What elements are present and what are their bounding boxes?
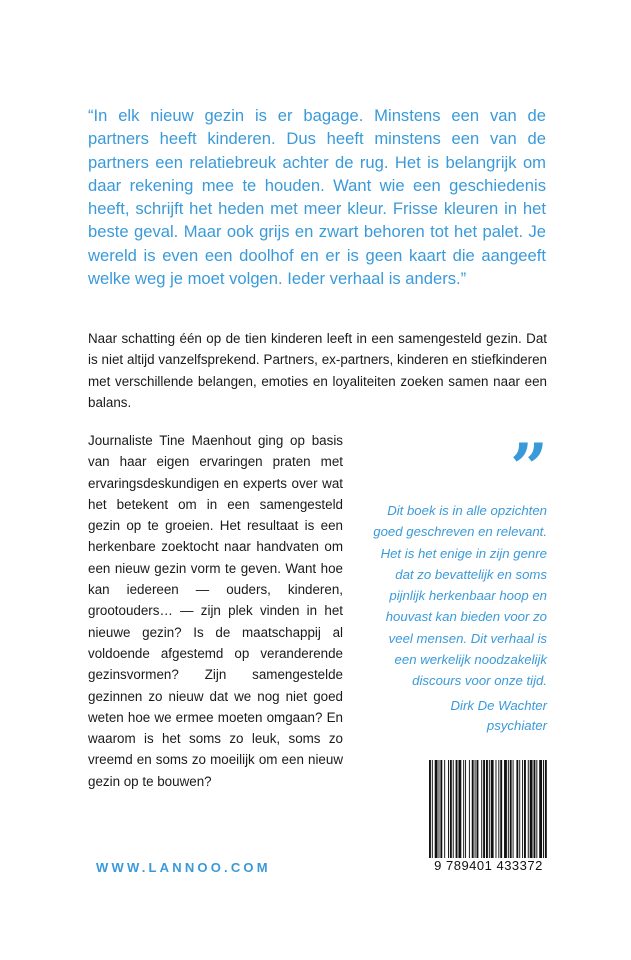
barcode-bar — [472, 760, 474, 860]
barcode-bar — [536, 760, 537, 860]
barcode-bar — [456, 760, 458, 860]
barcode-bar — [440, 760, 442, 860]
barcode-bar — [439, 760, 440, 860]
reviewer — [364, 696, 547, 736]
barcode-bar — [465, 760, 466, 860]
barcode-bar — [496, 760, 497, 860]
barcode-bar — [475, 760, 476, 860]
description-paragraph: Journaliste Tine Maenhout ging op basis van haar eigen ervaringen praten met ervaringsdeskundigen en experts over wat het betekent om in een samengesteld gezin op te groeien. Het resultaat is een herkenbare zoektocht naar handvaten om een nieuw gezin vorm te geven. Want hoe kan iedereen — ouders, kinderen, grootouders… — zijn plek vinden in het nieuwe gezin? Is de maatschappij al voldoende afgestemd op veranderende gezinsvormen? Zijn samengestelde gezinnen zo nieuw dat we nog niet goed weten hoe we ermee moeten omgaan? En waarom is het soms zo leuk, soms zo vreemd en soms zo moeilijk om een nieuw gezin op te bouwen? — [88, 433, 343, 789]
barcode-bar — [444, 760, 445, 860]
isbn-number: 9 789401 433372 — [427, 858, 550, 874]
barcode-bar — [516, 760, 518, 860]
barcode-bar — [513, 760, 514, 860]
barcode-bar — [504, 760, 507, 860]
barcode-bar — [453, 760, 454, 860]
barcode-bar — [508, 760, 509, 860]
review-quote: Dit boek is in alle opzichten goed geschreven en relevant. Het is het enige in zijn genre dat zo bevattelijk en soms pijnlijk herkenbaar hoop en houvast kan bieden voor zo veel mensen. Dit verhaal is een werkelijk noodzakelijk discours voor onze tijd. — [373, 503, 547, 689]
barcode-bar — [489, 760, 490, 860]
barcode-bar — [522, 760, 523, 860]
pull-quote: “In elk nieuw gezin is er bagage. Minstens een van de partners heeft kinderen. Dus heeft minstens een van de partners een relatiebreuk achter de rug. Het is belangrijk om daar rekening mee te houden. Want wie een geschiedenis heeft, schrijft het heden met meer kleur. Frisse kleuren in het beste geval. Maar ook grijs en zwart behoren tot het palet. Je wereld is even een doolhof en er is geen kaart die aangeeft welke weg je moet volgen. Ieder verhaal is anders.” — [88, 106, 546, 289]
barcode-bar — [519, 760, 520, 860]
barcode-bar — [534, 760, 536, 860]
barcode-bar — [543, 760, 544, 860]
barcode-bar — [528, 760, 529, 860]
barcode-bar — [510, 760, 512, 860]
barcode-bar — [469, 760, 470, 860]
barcode-bar — [429, 760, 431, 860]
barcode-bar — [486, 760, 488, 860]
barcode-bar — [539, 760, 542, 860]
barcode-bar — [500, 760, 502, 860]
barcode-bar — [432, 760, 433, 860]
quote-mark-icon: ” — [510, 429, 548, 507]
barcode-bar — [463, 760, 464, 860]
barcode-bar — [477, 760, 479, 860]
barcode-bars — [427, 760, 550, 860]
barcode-bar — [450, 760, 452, 860]
barcode-bar — [524, 760, 526, 860]
reviewer-role: psychiater — [486, 718, 547, 733]
barcode-bar — [458, 760, 461, 860]
publisher-website: WWW.LANNOO.COM — [96, 860, 271, 875]
barcode-bar — [530, 760, 533, 860]
intro-paragraph: Naar schatting één op de tien kinderen leeft in een samengesteld gezin. Dat is niet altijd vanzelfsprekend. Partners, ex-partners, kinderen en stiefkinderen met verschillende belangen, emoties en loyaliteiten zoeken samen naar een balans. — [88, 331, 547, 410]
barcode-bar — [481, 760, 482, 860]
barcode-bar — [498, 760, 499, 860]
barcode-bar — [448, 760, 449, 860]
barcode-bar — [545, 760, 547, 860]
barcode-bar — [435, 760, 438, 860]
barcode-bar — [491, 760, 494, 860]
reviewer-name: Dirk De Wachter — [450, 698, 547, 713]
barcode-bar — [483, 760, 485, 860]
